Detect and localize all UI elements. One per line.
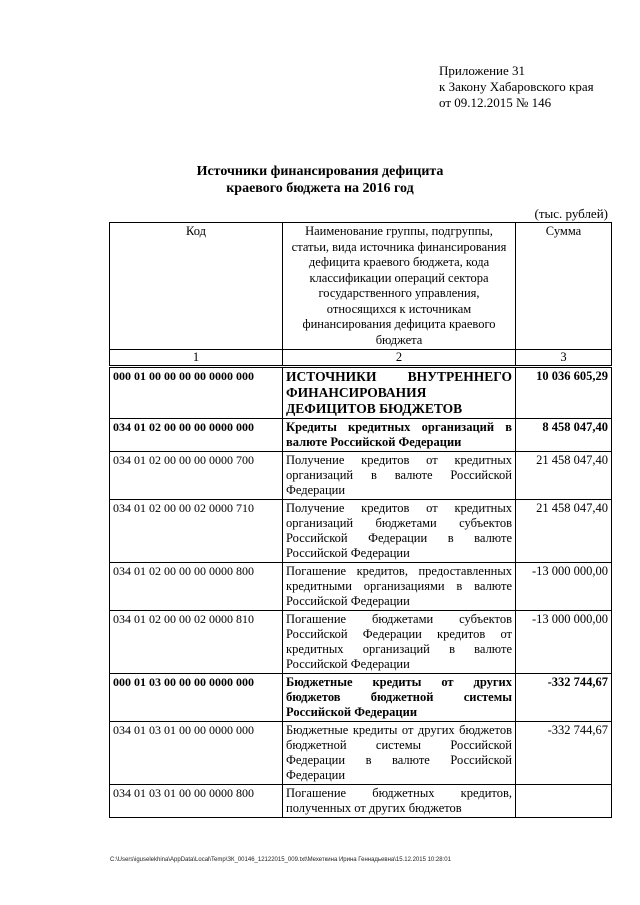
financing-sources-table bbox=[109, 222, 612, 818]
row-code: 034 01 03 01 00 00 0000 800 bbox=[110, 785, 283, 818]
row-name: Погашение бюджетных кредитов, полученных от других бюджетов bbox=[283, 785, 516, 818]
table-row bbox=[110, 785, 612, 818]
column-number: 2 bbox=[283, 350, 516, 367]
column-numbers-row bbox=[110, 350, 612, 367]
file-path-footer: C:\Users\iguselekhina\AppData\Local\Temp\ЗК_00146_12122015_009.txt\Мехеткина Ирина Геннадьевна\15.12.2015 10:28:01 bbox=[110, 857, 451, 863]
row-code: 034 01 02 00 00 02 0000 710 bbox=[110, 500, 283, 563]
row-code: 034 01 02 00 00 00 0000 800 bbox=[110, 563, 283, 611]
row-sum: 21 458 047,40 bbox=[516, 500, 612, 563]
appendix-block bbox=[439, 63, 594, 111]
row-name: Бюджетные кредиты от других бюджетов бюджетной системы Российской Федерации в валюте Российской Федерации bbox=[283, 722, 516, 785]
row-name: Кредиты кредитных организаций в валюте Российской Федерации bbox=[283, 419, 516, 452]
row-name: ИСТОЧНИКИ ВНУТРЕННЕГО ФИНАНСИРОВАНИЯ ДЕФИЦИТОВ БЮДЖЕТОВ bbox=[283, 367, 516, 419]
table-row bbox=[110, 500, 612, 563]
table-row bbox=[110, 419, 612, 452]
row-name: Получение кредитов от кредитных организаций бюджетами субъектов Российской Федерации в валюте Российской Федерации bbox=[283, 500, 516, 563]
row-code: 000 01 00 00 00 00 0000 000 bbox=[110, 367, 283, 419]
column-number: 3 bbox=[516, 350, 612, 367]
row-sum bbox=[516, 785, 612, 818]
row-sum: -13 000 000,00 bbox=[516, 611, 612, 674]
table-row bbox=[110, 722, 612, 785]
row-name: Погашение кредитов, предоставленных кредитными организациями в валюте Российской Федерации bbox=[283, 563, 516, 611]
row-sum: -332 744,67 bbox=[516, 674, 612, 722]
row-sum: 8 458 047,40 bbox=[516, 419, 612, 452]
table-row bbox=[110, 674, 612, 722]
header-code: Код bbox=[110, 223, 283, 350]
row-code: 034 01 02 00 00 00 0000 000 bbox=[110, 419, 283, 452]
document-title bbox=[0, 163, 640, 197]
row-sum: -332 744,67 bbox=[516, 722, 612, 785]
appendix-line-1: Приложение 31 bbox=[439, 63, 526, 78]
row-sum: 10 036 605,29 bbox=[516, 367, 612, 419]
appendix-line-3: от 09.12.2015 № 146 bbox=[439, 95, 552, 110]
row-name: Погашение бюджетами субъектов Российской Федерации кредитов от кредитных организаций в валюте Российской Федерации bbox=[283, 611, 516, 674]
header-name: Наименование группы, подгруппы, статьи, вида источника финансирования дефицита краевого бюджета, кода классификации операций сектора государственного управления, относящихся к источникам финансирования дефицита краевого бюджета bbox=[283, 223, 516, 350]
table-row bbox=[110, 563, 612, 611]
units-label: (тыс. рублей) bbox=[534, 206, 608, 221]
row-name: Бюджетные кредиты от других бюджетов бюджетной системы Российской Федерации bbox=[283, 674, 516, 722]
header-sum: Сумма bbox=[516, 223, 612, 350]
row-sum: 21 458 047,40 bbox=[516, 452, 612, 500]
table-row bbox=[110, 611, 612, 674]
table-row bbox=[110, 452, 612, 500]
table-row bbox=[110, 367, 612, 419]
row-sum: -13 000 000,00 bbox=[516, 563, 612, 611]
table-header-row bbox=[110, 223, 612, 350]
title-line-2: краевого бюджета на 2016 год bbox=[226, 181, 414, 196]
title-line-1: Источники финансирования дефицита bbox=[196, 164, 444, 179]
row-code: 000 01 03 00 00 00 0000 000 bbox=[110, 674, 283, 722]
column-number: 1 bbox=[110, 350, 283, 367]
row-code: 034 01 02 00 00 02 0000 810 bbox=[110, 611, 283, 674]
appendix-line-2: к Закону Хабаровского края bbox=[439, 79, 594, 94]
row-code: 034 01 02 00 00 00 0000 700 bbox=[110, 452, 283, 500]
row-name: Получение кредитов от кредитных организаций в валюте Российской Федерации bbox=[283, 452, 516, 500]
row-code: 034 01 03 01 00 00 0000 000 bbox=[110, 722, 283, 785]
